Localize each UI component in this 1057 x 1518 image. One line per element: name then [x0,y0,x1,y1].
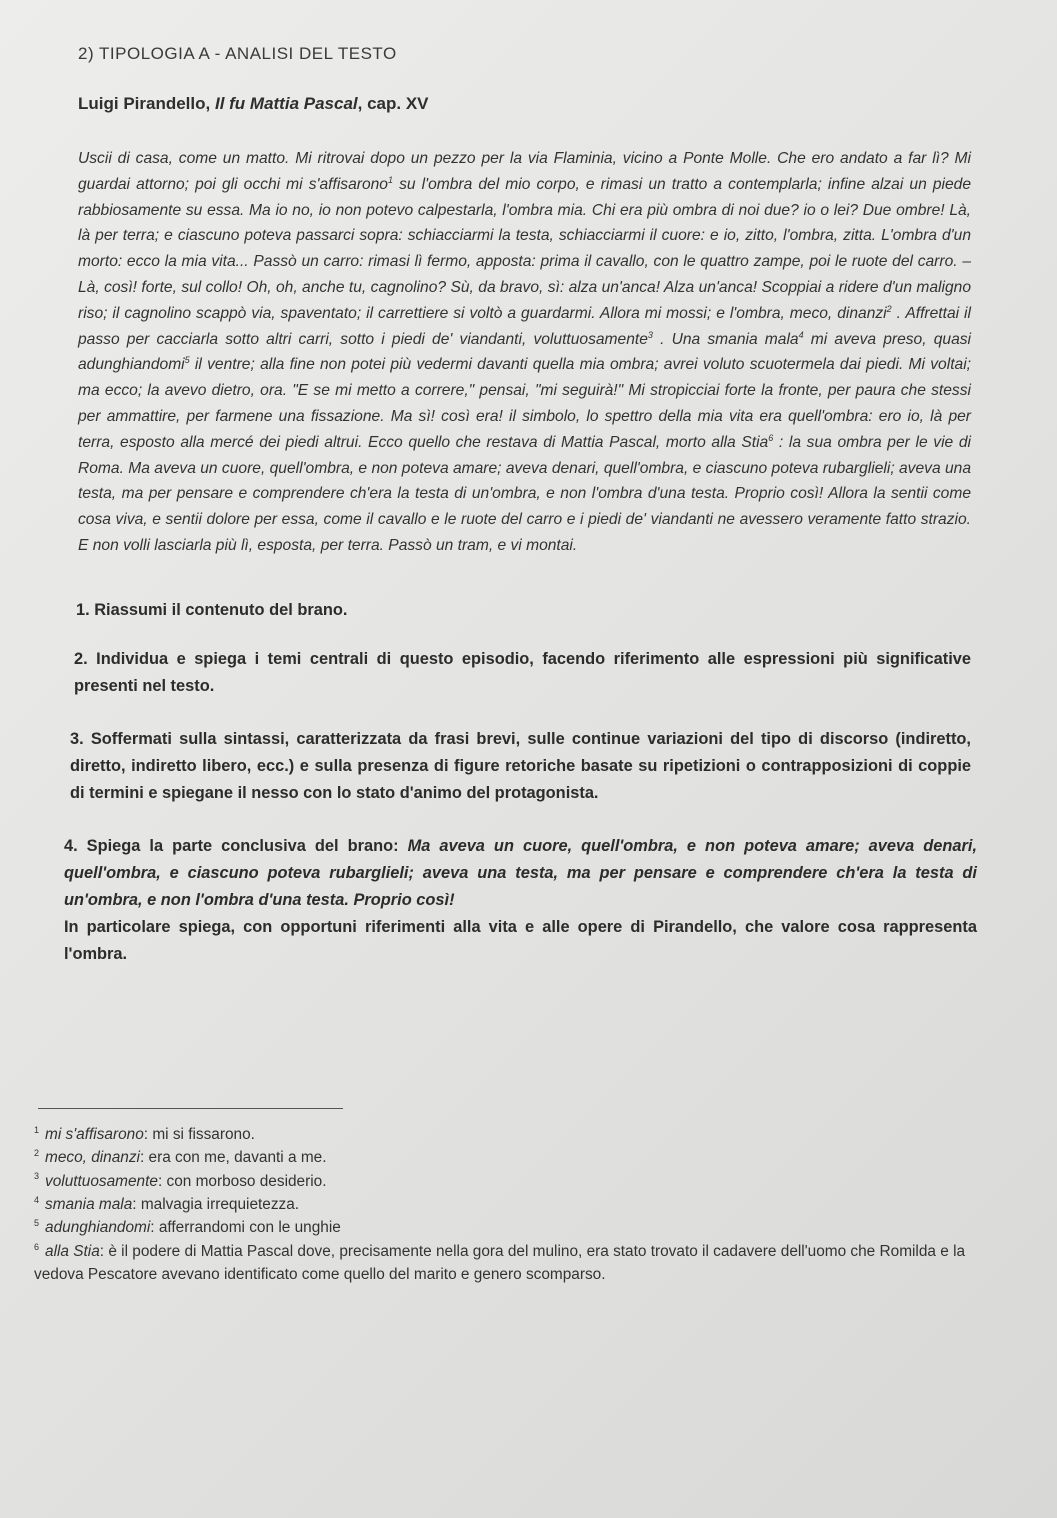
footnote-definition: : mi si fissarono. [143,1125,255,1143]
passage-text: il ventre; alla fine non potei più vedermi davanti quella mia ombra; avrei voluto scuotermela dai piedi. Mi voltai; ma ecco; la avevo dietro, ora. "E se mi metto a correre," pensai, "mi seguirà!" Mi stropicciai forte la fronte, per paura che stessi per ammattire, per farmene una fissazione. Ma sì! così era! il simbolo, lo spettro della mia vita era quell'ombra: ero io, là per terra, esposto alla mercé dei piedi altrui. Ecco quello che restava di Mattia Pascal, morto alla Stia [78,356,971,451]
footnote-number: 1 [34,1124,40,1135]
footnote-1 [34,1123,971,1146]
footnote-ref-4: 4 [798,329,804,340]
work-title: Il fu Mattia Pascal [214,94,358,113]
footnote-term: meco, dinanzi [45,1149,140,1167]
question-2: 2. Individua e spiega i temi centrali di questo episodio, facendo riferimento alle espressioni più significative presenti nel testo. [74,649,971,695]
footnote-2 [34,1146,971,1169]
chapter-reference: , cap. XV [357,94,429,113]
footnote-6 [34,1240,971,1287]
passage-text: su l'ombra del mio corpo, e rimasi un tratto a contemplarla; infine alzai un piede rabbiosamente su essa. Ma io no, io non potevo calpestarla, l'ombra mia. Chi era più ombra di noi due? io o lei? Due ombre! Là, là per terra; e ciascuno poteva passarci sopra: schiacciarmi la testa, schiacciarmi il cuore: e io, zitto, l'ombra, zitta. L'ombra d'un morto: ecco la mia vita... Passò un carro: rimasi lì fermo, apposta: prima il cavallo, con le quattro zampe, poi le ruote del carro. – Là, così! forte, sul collo! Oh, oh, anche tu, cagnolino? Sù, da bravo, sì: alza un'anca! Alza un'anca! Scoppiai a ridere d'un maligno riso; il cagnolino scappò via, spaventato; il carrettiere si voltò a guardarmi. Allora mi mossi; e l'ombra, meco, dinanzi [78,175,971,322]
footnote-term: adunghiandomi [45,1219,151,1237]
footnotes [34,1123,971,1287]
footnote-definition: : era con me, davanti a me. [139,1149,327,1167]
passage-text: : la sua ombra per le vie di Roma. Ma aveva un cuore, quell'ombra, e non poteva amare; aveva denari, quell'ombra, e ciascuno poteva rubarglieli; aveva una testa, ma per pensare e comprendere ch'era la testa di un'ombra, e non l'ombra d'una testa. Proprio così! Allora la sentii come cosa viva, e sentii dolore per essa, come il cavallo e le ruote del carro e i piedi de' viandanti ne avessero veramente fatto strazio. E non volli lasciarla più lì, esposta, per terra. Passò un tram, e vi montai. [78,433,971,554]
footnote-number: 6 [34,1241,40,1252]
footnote-number: 2 [34,1148,40,1159]
footnote-number: 5 [34,1218,40,1229]
passage-text: mi aveva preso, quasi adunghiandomi [78,330,972,374]
footnote-3 [34,1170,971,1193]
passage-text: Uscii di casa, come un matto. Mi ritrovai dopo un pezzo per la via Flaminia, vicino a Ponte Molle. Che ero andato a far lì? Mi guardai attorno; poi gli occhi mi s'affisarono [78,150,971,193]
footnote-ref-5: 5 [184,355,190,366]
footnote-definition: : con morboso desiderio. [157,1172,327,1190]
footnote-number: 4 [34,1194,40,1205]
passage-text: . Affrettai il passo per cacciarla sotto altri carri, sotto i piedi de' viandanti, voluttuosamente [78,304,971,348]
passage-text: . Una smania mala [652,330,799,348]
footnote-term: mi s'affisarono [45,1125,144,1143]
question-4-lead: 4. Spiega la parte conclusiva del brano: [64,836,408,855]
footnote-definition: : è il podere di Mattia Pascal dove, precisamente nella gora del mulino, era stato trovato il cadavere dell'uomo che Romilda e la vedova Pescatore avevano identificato come quello del marito e genero scomparso. [34,1242,966,1284]
section-heading: 2) TIPOLOGIA A - ANALISI DEL TESTO [78,44,397,63]
footnote-ref-1: 1 [387,174,393,185]
footnote-number: 3 [34,1171,40,1182]
footnote-ref-3: 3 [647,329,653,340]
question-1: 1. Riassumi il contenuto del brano. [76,600,348,619]
footnote-term: alla Stia [45,1242,100,1260]
literary-passage [78,146,971,559]
footnote-5 [34,1216,971,1239]
footnote-term: voluttuosamente [45,1172,158,1190]
footnote-divider [38,1108,343,1109]
footnote-ref-6: 6 [768,432,774,443]
question-3: 3. Soffermati sulla sintassi, caratterizzata da frasi brevi, sulle continue variazioni del tipo di discorso (indiretto, diretto, indiretto libero, ecc.) e sulla presenza di figure retoriche basate su ripetizioni o contrapposizioni di coppie di termini e spiegane il nesso con lo stato d'animo del protagonista. [70,729,971,802]
question-4-quote: Ma aveva un cuore, quell'ombra, e non poteva amare; aveva denari, quell'ombra, e ciascuno poteva rubarglieli; aveva una testa, ma per pensare e comprendere ch'era la testa di un'ombra, e non l'ombra d'una testa. Proprio così! [64,836,978,909]
question-4 [64,833,977,968]
footnote-definition: : malvagia irrequietezza. [132,1195,300,1213]
footnote-4 [34,1193,971,1216]
footnote-definition: : afferrandomi con le unghie [150,1219,341,1237]
work-citation [78,94,971,114]
footnote-term: smania mala [45,1195,133,1213]
footnote-ref-2: 2 [886,303,892,314]
author-name: Luigi Pirandello, [78,94,215,113]
question-4-tail: In particolare spiega, con opportuni riferimenti alla vita e alle opere di Pirandello, che valore cosa rappresenta l'ombra. [64,917,977,963]
